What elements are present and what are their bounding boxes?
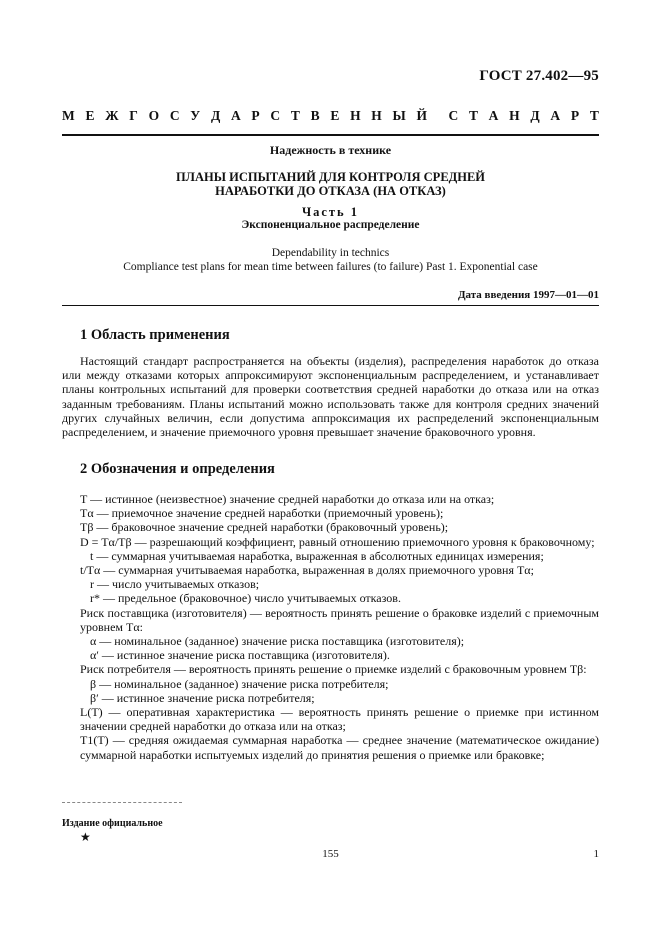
definition-line: α — номинальное (заданное) значение риска поставщика (изготовителя); [90, 634, 465, 649]
definition-line: t — суммарная учитываемая наработка, выраженная в абсолютных единицах измерения; [90, 548, 544, 563]
banner-letter: Р [570, 108, 580, 123]
banner-letter: Й [416, 108, 428, 123]
definition-line: β′ — истинное значение риска потребителя; [90, 690, 315, 705]
banner-letter: А [230, 108, 241, 123]
banner-letter: Д [210, 108, 221, 123]
section-2-heading: 2 Обозначения и определения [80, 461, 275, 477]
star-icon: ★ [80, 830, 91, 844]
effective-date: Дата введения 1997—01—01 [457, 289, 599, 301]
banner-letter: Н [350, 108, 361, 123]
banner-letter: С [448, 108, 459, 123]
date-rule [62, 305, 599, 306]
page-number: 155 [322, 848, 339, 860]
sheet-number: 1 [593, 848, 599, 860]
definition-line: T — истинное (неизвестное) значение средней наработки до отказа или на отказ; [80, 492, 495, 506]
banner-letter: Н [509, 108, 520, 123]
banner-letter: Ы [392, 108, 406, 123]
english-title-line: Dependability in technics [271, 247, 390, 259]
definitions-list [62, 492, 599, 762]
banner-letter: Т [468, 108, 478, 123]
header-rule [62, 134, 599, 136]
banner-letter: Е [85, 108, 95, 123]
title-line: ПЛАНЫ ИСПЫТАНИЙ ДЛЯ КОНТРОЛЯ СРЕДНЕЙ [175, 170, 486, 184]
definition-line: Tα — приемочное значение средней наработки (приемочный уровень); [80, 506, 444, 521]
banner-letter: Т [589, 108, 599, 123]
banner-letter: В [310, 108, 320, 123]
definition-line: Tβ — браковочное значение средней наработки (браковочный уровень); [80, 520, 449, 535]
definition-line: r* — предельное (браковочное) число учитываемых отказов. [90, 591, 401, 606]
interstate-standard-banner [62, 108, 599, 130]
definition-line: Риск потребителя — вероятность принять решение о приемке изделий с браковочным уровнем Tβ: [80, 662, 587, 677]
english-title-line: Compliance test plans for mean time between failures (to failure) Past 1. Exponential case [123, 261, 538, 273]
banner-letter: Н [371, 108, 382, 123]
definition-line: Риск поставщика (изготовителя) — вероятность принять решение о браковке изделий с приемочным уровнем Tα: [80, 605, 599, 634]
banner-letter: А [488, 108, 499, 123]
document-title [62, 170, 599, 198]
gost-code: ГОСТ 27.402—95 [479, 68, 599, 84]
title-line: НАРАБОТКИ ДО ОТКАЗА (НА ОТКАЗ) [215, 184, 446, 198]
banner-letter: Р [251, 108, 260, 123]
banner-letter: С [270, 108, 281, 123]
definition-line: β — номинальное (заданное) значение риска потребителя; [90, 676, 389, 691]
series-title: Надежность в технике [269, 143, 392, 157]
banner-letter: Д [530, 108, 540, 123]
footnote-rule [62, 802, 182, 803]
banner-letter: А [550, 108, 561, 123]
banner-letter: Г [129, 108, 138, 123]
english-title [62, 246, 599, 274]
definition-line: r — число учитываемых отказов; [90, 577, 260, 592]
banner-letter: Т [290, 108, 300, 123]
section-1-heading: 1 Область применения [80, 327, 230, 343]
definition-line: L(T) — оперативная характеристика — вероятность принять решение о приемке при истинном значении средней наработки до отказа или на отказ; [80, 705, 599, 734]
official-edition-label: Издание официальное [62, 818, 163, 829]
banner-letter: У [190, 108, 201, 123]
banner-letter: Е [330, 108, 340, 123]
banner-letter: Ж [105, 108, 119, 123]
section-1-text: Настоящий стандарт распространяется на объекты (изделия), распределения наработок до отказа или между отказами которых аппроксимируют экспоненциальным распределением, и устанавливает планы контрольных испытаний для проверки соответствия средней наработки до отказа или на отказ заданным требованиям. Планы испытаний можно использовать также для контроля средних значений других случайных величин, если допустима аппроксимация их распределений экспоненциальным распределением, и значение приемочного уровня превышает значение браковочного уровня. [62, 354, 599, 440]
banner-letter: С [169, 108, 180, 123]
definition-line: D = Tα/Tβ — разрешающий коэффициент, равный отношению приемочного уровня к браковочному; [80, 534, 595, 549]
banner-letter: М [62, 108, 75, 123]
banner-letter: О [148, 108, 160, 123]
definition-line: α′ — истинное значение риска поставщика (изготовителя). [90, 648, 390, 663]
part-number: Часть 1 [301, 205, 360, 219]
part-subtitle: Экспоненциальное распределение [241, 219, 420, 231]
definition-line: T1(T) — средняя ожидаемая суммарная наработка — среднее значение (математическое ожидание) суммарной наработки испытуемых изделий до принятия решения о приемке или браковке; [80, 733, 599, 762]
definition-line: t/Tα — суммарная учитываемая наработка, выраженная в долях приемочного уровня Tα; [80, 563, 534, 578]
